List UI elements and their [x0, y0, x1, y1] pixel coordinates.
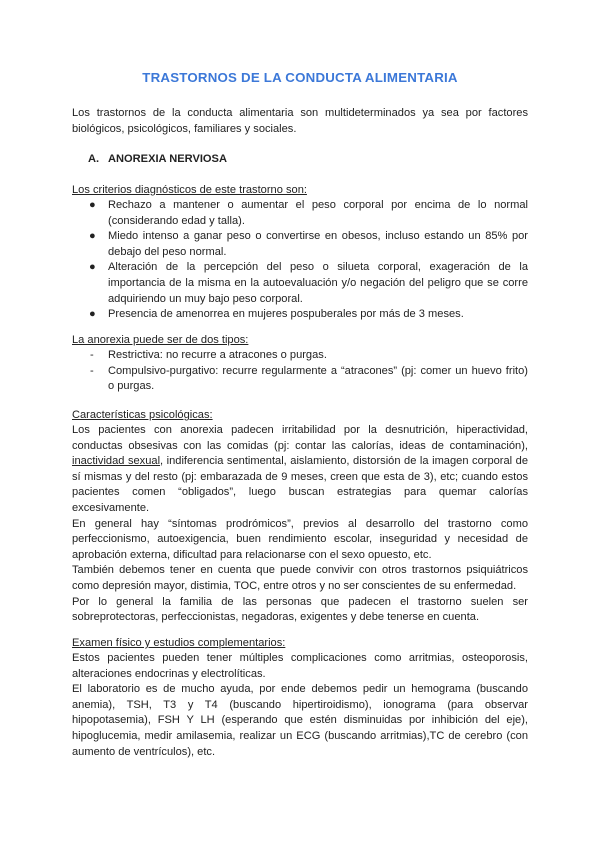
document-title: TRASTORNOS DE LA CONDUCTA ALIMENTARIA — [142, 70, 458, 85]
list-item: ● Presencia de amenorrea en mujeres pospuberales por más de 3 meses. — [72, 307, 528, 323]
bullet-icon: ● — [89, 308, 96, 321]
list-item: - Compulsivo-purgativo: recurre regularmente a “atracones” (pj: comer un huevo frito) o purgas. — [90, 364, 528, 393]
dash-icon: - — [90, 364, 94, 377]
criteria-list — [72, 198, 528, 323]
list-item: ● Miedo intenso a ganar peso o convertirse en obesos, incluso estando un 85% por debajo del peso normal. — [89, 230, 528, 258]
exam-paragraph-2: El laboratorio es de mucho ayuda, por ende debemos pedir un hemograma (buscando anemia), TSH, T3 y T4 (buscando hipertiroidismo), ionograma (para observar hipopotasemia), FSH Y LH (esperando que estén disminuidas por inhibición del eje), hipoglucemia, medir amilasemia, realizar un ECG (buscando arritmias),TC de cerebro (con aumento de ventrículos), etc. — [72, 683, 528, 758]
psych-paragraph-4: Por lo general la familia de las personas que padecen el trastorno suelen ser sobreprotectoras, perfeccionistas, negadoras, exigentes y debe tenerse en cuenta. — [72, 595, 528, 624]
psych-paragraph-3: También debemos tener en cuenta que puede convivir con otros trastornos psiquiátricos como depresión mayor, distimia, TOC, entre otros y no ser conscientes de su enfermedad. — [72, 564, 528, 592]
dash-icon: - — [90, 349, 94, 361]
psych-heading: Características psicológicas: — [72, 409, 213, 421]
list-item: ● Alteración de la percepción del peso o silueta corporal, exageración de la importancia de la misma en la autoevaluación y/o negación del peligro que se corre adquiriendo un muy bajo peso corporal. — [89, 261, 528, 305]
section-title: ANOREXIA NERVIOSA — [108, 153, 227, 165]
section-letter: A. — [88, 153, 100, 165]
section-heading — [88, 152, 227, 168]
exam-paragraph-1: Estos pacientes pueden tener múltiples complicaciones como arritmias, osteoporosis, alteraciones endocrinas y electrolíticas. — [72, 652, 528, 680]
bullet-icon: ● — [89, 230, 96, 243]
psych-body — [72, 423, 528, 626]
exam-heading: Examen físico y estudios complementarios: — [72, 637, 286, 649]
bullet-icon: ● — [89, 199, 96, 211]
exam-body — [72, 651, 528, 760]
list-item: - Restrictiva: no recurre a atracones o purgas. — [72, 348, 528, 364]
intro-paragraph: Los trastornos de la conducta alimentaria son multideterminados ya sea por factores biológicos, psicológicos, familiares y sociales. — [72, 107, 528, 135]
list-item: ● Rechazo a mantener o aumentar el peso corporal por encima de lo normal (considerando edad y talla). — [89, 199, 528, 227]
types-heading: La anorexia puede ser de dos tipos: — [72, 334, 249, 346]
psych-paragraph-1: Los pacientes con anorexia padecen irritabilidad por la desnutrición, hiperactividad, conductas obsesivas con las comidas (pj: contar las calorías, ideas de contaminación), inactividad sexual, indiferencia sentimental, aislamiento, distorsión de la imagen corporal de sí mismas y del resto (pj: embarazada de 9 meses, creen que esta de 3), etc; cuando estos pacientes comen “obligados”, luego buscan estrategias para quemar calorías excesivamente. — [72, 424, 528, 514]
types-list — [72, 348, 528, 395]
psych-paragraph-2: En general hay “síntomas prodrómicos”, previos al desarrollo del trastorno como perfeccionismo, autoexigencia, buen rendimiento escolar, inseguridad y necesidad de aprobación externa, dificultad para relacionarse con el sexo opuesto, etc. — [72, 517, 528, 561]
criteria-heading: Los criterios diagnósticos de este trastorno son: — [72, 184, 307, 196]
bullet-icon: ● — [89, 261, 96, 274]
underlined-term: inactividad sexual — [72, 455, 161, 468]
